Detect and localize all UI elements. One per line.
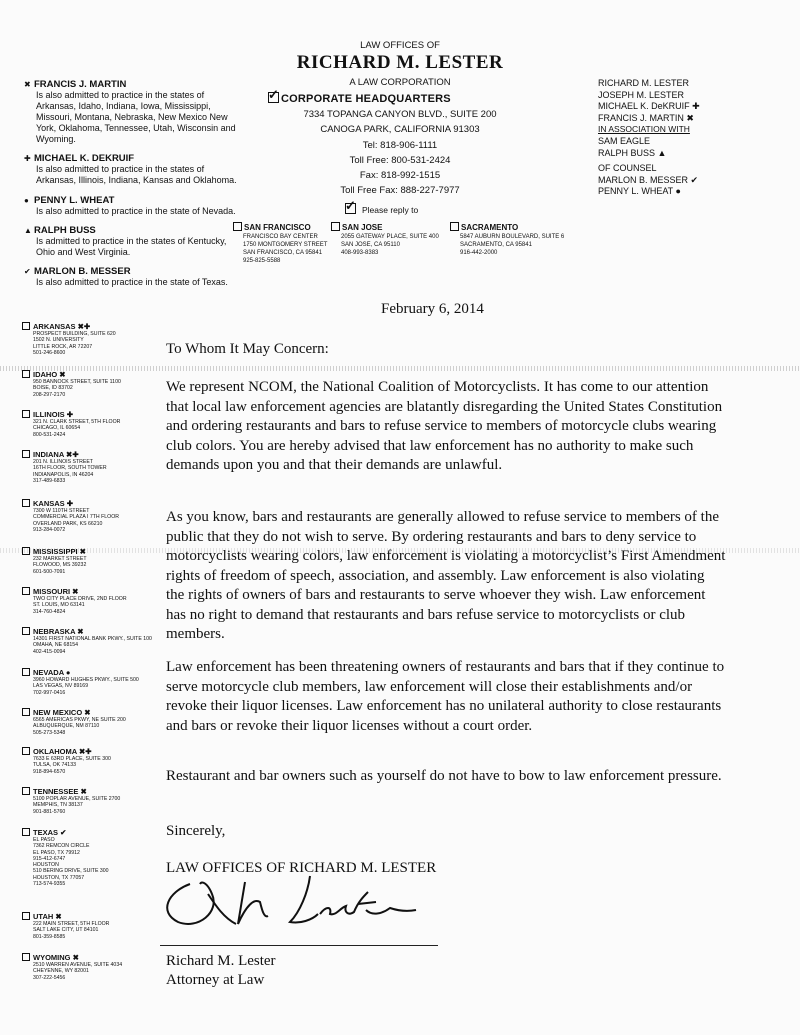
office-line: OMAHA, NE 68154 <box>33 642 78 649</box>
attorney-name: FRANCIS J. MARTIN <box>34 79 127 90</box>
checkbox-icon <box>22 370 30 378</box>
paragraph: Restaurant and bar owners such as yourself do not have to bow to law enforcement pressure. <box>166 768 722 784</box>
office-kansas <box>22 499 152 533</box>
office-mississippi <box>22 547 152 575</box>
office-line: 913-284-0072 <box>33 526 66 533</box>
office-line: PROSPECT BUILDING, SUITE 620 <box>33 331 116 337</box>
checkbox-icon <box>22 410 30 418</box>
office-line: LITTLE ROCK, AR 72207 <box>33 343 93 350</box>
office-missouri <box>22 587 152 615</box>
office-line: 501-246-8600 <box>33 349 66 356</box>
office-line: 317-489-6833 <box>33 477 66 484</box>
signer-name: Richard M. Lester <box>166 953 276 969</box>
office-line: EL PASO, TX 79912 <box>33 849 80 856</box>
office-wyoming <box>22 953 152 981</box>
office-name: NEW MEXICO ✖ <box>33 708 91 717</box>
firm-name: RICHARD M. LESTER <box>296 52 504 73</box>
admission-text: Is also admitted to practice in the state of Texas. <box>36 277 228 287</box>
checkbox-icon <box>22 912 30 920</box>
office-line: 314-760-4824 <box>33 608 66 615</box>
triangle-mark-icon: ▲ <box>24 226 32 235</box>
paragraph: As you know, bars and restaurants are generally allowed to refuse service to members of the public that they do not wish to serve. By ordering restaurants and bars to deny service to motorcyclists wearing colors, law enforcement is violating a motorcyclist’s First Amendment rights of freedom of speech, association, and assembly. Law enforcement is also violating the rights of owners of bars and restaurants to serve whoever they wish. Law enforcement has no right to demand that restaurants and bars refuse service to motorcyclists or club members. <box>166 509 726 642</box>
office-san-jose <box>331 222 441 257</box>
office-name: ARKANSAS ✖✚ <box>33 322 91 331</box>
hq-address-line: CANOGA PARK, CALIFORNIA 91303 <box>320 124 480 135</box>
office-utah <box>22 912 152 940</box>
hq-address-line: 7334 TOPANGA CANYON BLVD., SUITE 200 <box>303 109 497 120</box>
signer-title: Attorney at Law <box>166 972 265 988</box>
x-mark-icon: ✖ <box>24 80 31 89</box>
office-line: 510 BERING DRIVE, SUITE 300 <box>33 868 109 875</box>
paragraph: We represent NCOM, the National Coalition of Motorcyclists. It has come to our attention that local law enforcement agencies are blatantly disregarding the United States Constitution and ordering restaurants and bars to refuse service to members of motorcycle clubs wearing club colors. You are hereby advised that law enforcement has no authority to make such demands upon you and that their demands are unlawful. <box>166 379 723 473</box>
checkbox-icon <box>22 587 30 595</box>
reply-to <box>345 203 418 215</box>
office-line: 402-415-0094 <box>33 648 66 655</box>
attorney-name: PENNY L. WHEAT <box>34 195 115 206</box>
office-line: INDIANAPOLIS, IN 46204 <box>33 471 94 478</box>
office-line: FRANCISCO BAY CENTER <box>243 234 318 240</box>
office-line: ST. LOUIS, MO 63141 <box>33 602 85 609</box>
office-oklahoma <box>22 747 152 775</box>
office-name: ILLINOIS ✚ <box>33 410 74 419</box>
office-name: WYOMING ✖ <box>33 953 79 962</box>
hq-tollfree: Toll Free: 800-531-2424 <box>349 155 451 166</box>
handwritten-signature <box>150 862 420 942</box>
office-arkansas <box>22 322 152 356</box>
attorney-roster <box>598 78 788 198</box>
office-name: TENNESSEE ✖ <box>33 787 87 796</box>
partner-name: MICHAEL K. DeKRUIF ✚ <box>598 101 700 112</box>
checkbox-icon <box>22 708 30 716</box>
office-line: 208-297-2170 <box>33 391 66 398</box>
hq-fax: Fax: 818-992-1515 <box>359 170 441 181</box>
office-line: 7362 REMCON CIRCLE <box>33 843 90 850</box>
checkbox-icon <box>22 668 30 676</box>
office-name: UTAH ✖ <box>33 912 62 921</box>
office-line: 7300 W 110TH STREET <box>33 508 90 514</box>
office-line: 201 N. ILLINOIS STREET <box>33 459 93 465</box>
counsel-heading: OF COUNSEL <box>598 163 657 174</box>
admission-ralph-buss <box>24 225 239 258</box>
office-line: SALT LAKE CITY, UT 84101 <box>33 927 99 934</box>
checkbox-icon <box>22 322 30 330</box>
closing: Sincerely, <box>166 823 226 839</box>
office-name: TEXAS ✔ <box>33 828 67 837</box>
admission-text: Is admitted to practice in the states of Kentucky, Ohio and West Virginia. <box>36 236 227 257</box>
office-line: 950 BANNOCK STREET, SUITE 1100 <box>33 379 121 385</box>
associate-name: SAM EAGLE <box>598 135 651 146</box>
office-line: 7633 E 63RD PLACE, SUITE 300 <box>33 756 111 762</box>
office-line: 232 MARKET STREET <box>33 556 87 562</box>
reply-to-label: Please reply to <box>362 205 419 215</box>
office-line: SAN FRANCISCO, CA 95841 <box>243 250 323 256</box>
firm-signature-line: LAW OFFICES OF RICHARD M. LESTER <box>166 860 437 876</box>
office-nevada <box>22 668 152 696</box>
office-texas <box>22 828 152 887</box>
attorney-name: MICHAEL K. DEKRUIF <box>34 153 135 164</box>
admission-michael-dekruif <box>24 153 239 186</box>
office-line: 16TH FLOOR, SOUTH TOWER <box>33 465 107 472</box>
dot-mark-icon: ● <box>24 196 29 205</box>
office-line: LAS VEGAS, NV 89169 <box>33 683 89 690</box>
office-line: 408-993-8383 <box>341 250 379 256</box>
letter-date: February 6, 2014 <box>381 301 484 317</box>
checkbox-icon <box>22 547 30 555</box>
office-line: 801-359-8585 <box>33 933 66 940</box>
office-line: 916-442-2000 <box>460 250 498 256</box>
admission-francis-martin <box>24 79 239 145</box>
checkbox-icon <box>22 953 30 961</box>
office-line: 5100 POPLAR AVENUE, SUITE 2700 <box>33 796 121 802</box>
office-nebraska <box>22 627 152 655</box>
associate-name: RALPH BUSS ▲ <box>598 147 667 158</box>
office-line: ALBUQUERQUE, NM 87110 <box>33 723 100 730</box>
checkbox-icon <box>22 450 30 458</box>
reply-checkbox-icon <box>345 203 356 214</box>
signature-rule <box>160 945 438 946</box>
hq-heading <box>268 92 498 105</box>
office-name: SAN FRANCISCO <box>244 223 311 232</box>
checkbox-icon <box>22 828 30 836</box>
cross-mark-icon: ✚ <box>24 154 31 163</box>
office-line: 800-531-2424 <box>33 431 66 438</box>
office-line: 1750 MONTGOMERY STREET <box>243 242 328 248</box>
office-line: TWO CITY PLACE DRIVE, 2ND FLOOR <box>33 596 127 602</box>
office-line: 601-500-7091 <box>33 568 66 575</box>
office-line: 14301 FIRST NATIONAL BANK PKWY., SUITE 100 <box>33 636 152 642</box>
partner-name: FRANCIS J. MARTIN ✖ <box>598 112 694 123</box>
office-line: 5847 AUBURN BOULEVARD, SUITE 6 <box>460 234 565 240</box>
hq-checkbox-icon <box>268 92 279 103</box>
office-line: 925-825-5588 <box>243 258 281 264</box>
office-line: 307-222-5456 <box>33 974 66 981</box>
office-line: SAN JOSE, CA 95110 <box>341 242 400 248</box>
office-line: 321 N. CLARK STREET, 5TH FLOOR <box>33 419 121 425</box>
office-line: 702-997-0416 <box>33 689 66 696</box>
office-line: BOISE, ID 83702 <box>33 385 73 392</box>
signer-block <box>166 952 276 990</box>
office-line: 505-273-5348 <box>33 729 66 736</box>
office-line: SACRAMENTO, CA 95841 <box>460 242 532 248</box>
office-line: 222 MAIN STREET, 5TH FLOOR <box>33 921 110 927</box>
admission-text: Is also admitted to practice in the states of Arkansas, Idaho, Indiana, Iowa, Mississippi, Missouri, Montana, Nebraska, New Mexico New York, Oklahoma, Tennessee, Utah, Wisconsin and Wyoming. <box>36 90 236 144</box>
hq-phone: Tel: 818-906-1111 <box>362 140 438 151</box>
office-line: TULSA, OK 74133 <box>33 762 76 769</box>
office-name: MISSOURI ✖ <box>33 587 79 596</box>
office-line: MEMPHIS, TN 38137 <box>33 802 83 809</box>
office-line: FLOWOOD, MS 39232 <box>33 562 87 569</box>
partner-name: RICHARD M. LESTER <box>598 78 690 88</box>
salutation: To Whom It May Concern: <box>166 341 329 357</box>
office-line: 901-881-5760 <box>33 808 66 815</box>
office-line: HOUSTON, TX 77057 <box>33 874 85 881</box>
office-tennessee <box>22 787 152 815</box>
corporation-label: A LAW CORPORATION <box>349 77 451 88</box>
office-line: 915-412-6747 <box>33 855 66 862</box>
office-line: COMMERCIAL PLAZA I 7TH FLOOR <box>33 514 119 521</box>
office-name: NEVADA ● <box>33 668 71 677</box>
office-name: SACRAMENTO <box>461 223 519 232</box>
office-name: IDAHO ✖ <box>33 370 66 379</box>
admission-marlon-messer <box>24 266 239 288</box>
counsel-name: PENNY L. WHEAT ● <box>598 186 681 197</box>
office-name: KANSAS ✚ <box>33 499 74 508</box>
office-line: OVERLAND PARK, KS 66210 <box>33 520 103 527</box>
checkbox-icon <box>450 222 459 231</box>
office-line: CHICAGO, IL 60654 <box>33 425 81 432</box>
office-san-francisco <box>233 222 333 265</box>
office-sacramento <box>450 222 565 257</box>
office-line: HOUSTON <box>33 862 59 869</box>
paragraph: Law enforcement has been threatening owners of restaurants and bars that if they continue to serve motorcycle club members, law enforcement will close their establishments and/or revoke their liquor licenses. Law enforcement has no unilateral authority to close restaurants and bars or revoke their liquor licenses without a court order. <box>166 659 725 734</box>
office-name: OKLAHOMA ✖✚ <box>33 747 92 756</box>
office-line: 713-574-9355 <box>33 881 66 888</box>
admission-penny-wheat <box>24 195 239 217</box>
office-line: 2055 GATEWAY PLACE, SUITE 400 <box>341 234 439 240</box>
office-line: 918-894-6570 <box>33 768 66 775</box>
office-name: INDIANA ✖✚ <box>33 450 79 459</box>
checkbox-icon <box>331 222 340 231</box>
office-name: SAN JOSE <box>342 223 383 232</box>
office-new-mexico <box>22 708 152 736</box>
admission-text: Is also admitted to practice in the states of Arkansas, Illinois, Indiana, Kansas and Oklahoma. <box>36 164 237 185</box>
partner-name: JOSEPH M. LESTER <box>598 89 685 100</box>
law-offices-label: LAW OFFICES OF <box>360 40 440 51</box>
office-line: CHEYENNE, WY 82001 <box>33 968 89 975</box>
office-idaho <box>22 370 152 398</box>
check-mark-icon: ✔ <box>24 267 31 276</box>
office-line: 1502 N. UNIVERSITY <box>33 337 84 344</box>
checkbox-icon <box>22 747 30 755</box>
checkbox-icon <box>22 787 30 795</box>
office-name: MISSISSIPPI ✖ <box>33 547 86 556</box>
office-line: 6565 AMERICAS PKWY, NE SUITE 200 <box>33 717 126 723</box>
counsel-name: MARLON B. MESSER ✔ <box>598 174 699 185</box>
office-line: 2510 WARREN AVENUE, SUITE 4034 <box>33 962 123 968</box>
office-illinois <box>22 410 152 438</box>
admission-text: Is also admitted to practice in the state of Nevada. <box>36 206 236 216</box>
attorney-name: MARLON B. MESSER <box>34 266 131 277</box>
office-line: EL PASO <box>33 837 55 843</box>
office-indiana <box>22 450 152 484</box>
checkbox-icon <box>22 499 30 507</box>
association-heading: IN ASSOCIATION WITH <box>598 124 690 135</box>
attorney-name: RALPH BUSS <box>34 225 96 236</box>
office-name: NEBRASKA ✖ <box>33 627 84 636</box>
office-line: 3960 HOWARD HUGHES PKWY., SUITE 500 <box>33 677 139 683</box>
checkbox-icon <box>22 627 30 635</box>
hq-tollfree-fax: Toll Free Fax: 888-227-7977 <box>340 185 460 196</box>
hq-label: CORPORATE HEADQUARTERS <box>281 93 451 105</box>
